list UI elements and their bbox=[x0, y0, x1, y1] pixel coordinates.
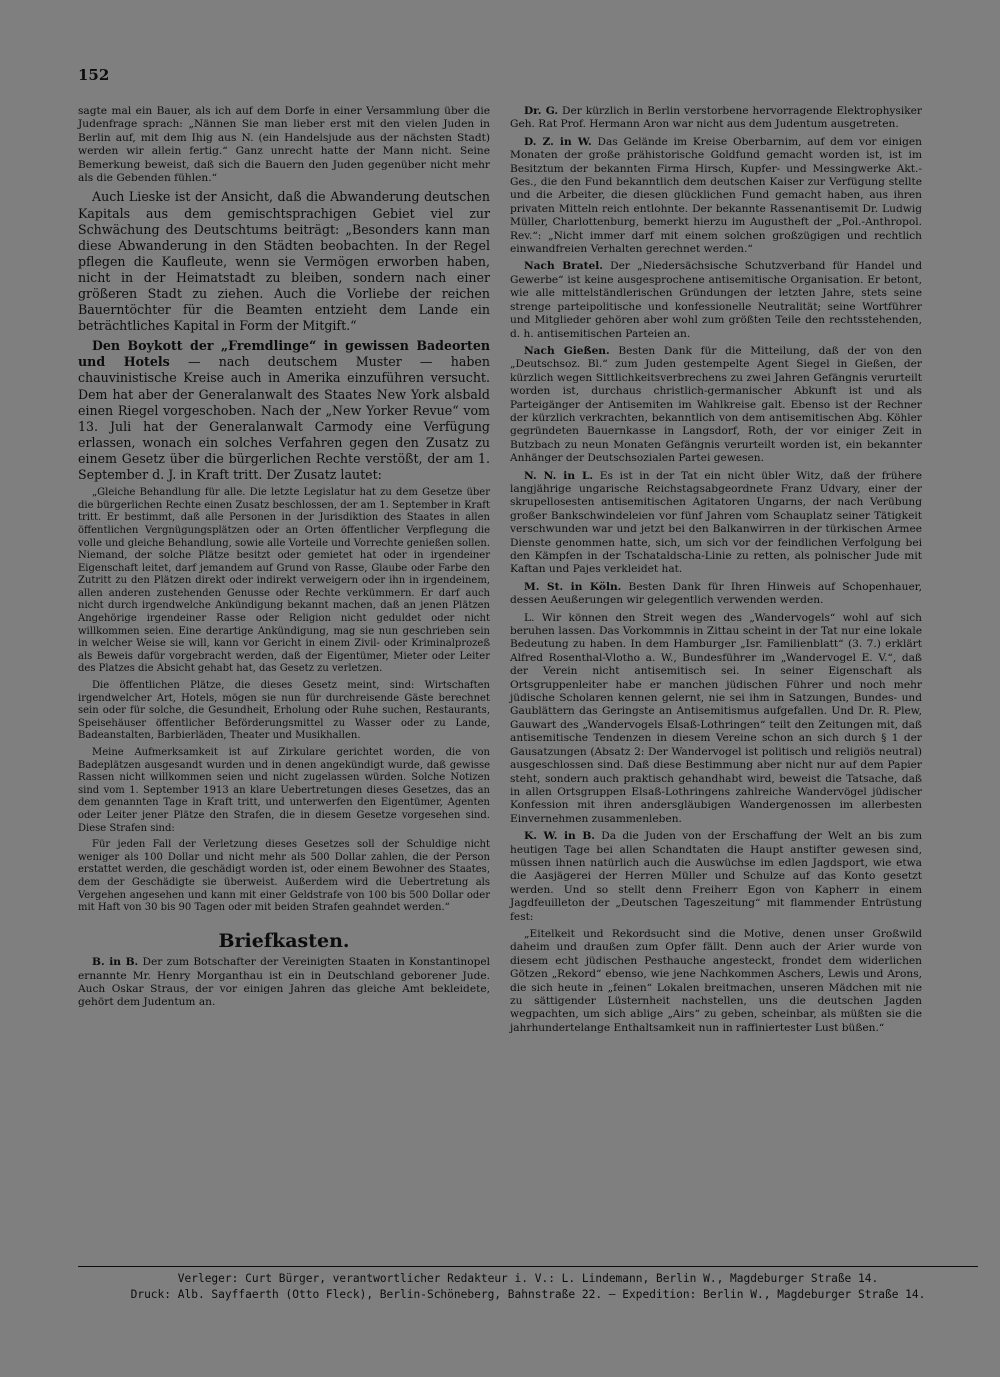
reply-addressee: D. Z. in W. bbox=[524, 135, 592, 148]
letter-reply bbox=[510, 105, 922, 132]
reply-text: Es ist in der Tat ein nicht übler Witz, daß der frühere langjährige ungarische Reichstagsabgeordnete Franz Udvary, einer der skrupellosesten antisemitischen Agitatoren Ungarns, der nach Verübung großer Bankschwindeleien vor fünf Jahren vom Schauplatz seiner Tätigkeit verschwunden war und jetzt bei den Balkanwirren in der türkischen Armee Dienste genommen hatte, sich, um sich vor der feindlichen Verfolgung bei den Kämpfen in der Tschataldscha-Linie zu retten, als polnischer Jude mit Kaftan und Pajes verkleidet hat. bbox=[510, 469, 922, 576]
article-paragraph bbox=[78, 338, 490, 483]
reply-addressee: Nach Gießen. bbox=[524, 344, 610, 357]
right-column bbox=[510, 105, 922, 1039]
letter-reply: L. Wir können den Streit wegen des „Wandervogels“ wohl auf sich beruhen lassen. Das Vorkommnis in Zittau scheint in der Tat nur eine lokale Bedeutung zu haben. In dem Hamburger „Isr. Familienblatt“ (3. 7.) erklärt Alfred Rosenthal-Vlotho a. W., Bundesführer im „Wandervogel E. V.“, daß der Verein nicht antisemitisch sei. In seiner Eigenschaft als Ortsgruppenleiter habe er manchen jüdischen Führer und noch mehr jüdische Scholaren kennen gelernt, nie sei ihm in Satzungen, Bundes- und Gaublättern das Geringste an Antisemitismus aufgefallen. Und Dr. R. Plew, Gauwart des „Wandervogels Elsaß-Lothringen“ teilt den Zeitungen mit, daß antisemitische Tendenzen in diesem Vereine schon an sich durch § 1 der Gausatzungen (Absatz 2: Der Wandervogel ist politisch und religiös neutral) ausgeschlossen sind. Daß diese Bestimmung aber nicht nur auf dem Papier steht, sondern auch praktisch gehandhabt wird, beweist die Tatsache, daß in allen Ortsgruppen Elsaß-Lothringens zahlreiche Wandervögel jüdischer Konfession mit ihren andersgläubigen Wandergenossen im allerbesten Einvernehmen zusammenleben. bbox=[510, 611, 922, 825]
quote-paragraph: Die öffentlichen Plätze, die dieses Gesetz meint, sind: Wirtschaften irgendwelcher Art, Hotels, mögen sie nun für durchreisende Gäste berechnet sein oder für solche, die Gesundheit, Erholung oder Ruhe suchen, Restaurants, Speisehäuser öffentlicher Beförderungsmittel zu Wasser oder zu Lande, Badeanstalten, Barbierläden, Theater und Musikhallen. bbox=[78, 680, 490, 742]
reply-text: Der zum Botschafter der Vereinigten Staaten in Konstantinopel ernannte Mr. Henry Morganthau ist ein in Deutschland geborener Jude. Auch Oskar Straus, der vor einigen Jahren das gleiche Amt bekleidete, gehört dem Judentum an. bbox=[78, 956, 491, 1009]
page-number: 152 bbox=[78, 66, 110, 84]
article-paragraph: sagte mal ein Bauer, als ich auf dem Dorfe in einer Versammlung über die Judenfrage sprach: „Nännen Sie man lieber erst mit den vielen Juden in Berlin auf, mit dem Ihig aus N. (ein Handelsjude aus der nächsten Stadt) werden wir allein fertig.“ Ganz unrecht hatte der Mann nicht. Seine Bemerkung beweist, daß sich die Bauern den Juden gegenüber nicht mehr als die Gebenden fühlen.“ bbox=[78, 105, 490, 185]
reply-addressee: M. St. in Köln. bbox=[524, 580, 622, 593]
quote-paragraph: Meine Aufmerksamkeit ist auf Zirkulare gerichtet worden, die von Badeplätzen ausgesandt wurden und in denen angekündigt wurde, daß gewisse Rassen nicht willkommen seien und nicht zugelassen würden. Solche Notizen sind vom 1. September 1913 an klare Uebertretungen dieses Gesetzes, das an dem genannten Tage in Kraft tritt, und unterwerfen den Eigentümer, Agenten oder Leiter jener Plätze den Strafen, die in diesem Gesetze vorgesehen sind. Diese Strafen sind: bbox=[78, 747, 490, 834]
printer-line: Druck: Alb. Sayffaerth (Otto Fleck), Berlin-Schöneberg, Bahnstraße 22. — Expedition: Berlin W., Magdeburger Straße 14. bbox=[130, 1288, 926, 1301]
letter-reply bbox=[78, 956, 490, 1010]
letter-reply bbox=[510, 345, 922, 466]
letter-reply bbox=[510, 136, 922, 257]
imprint-footer bbox=[78, 1266, 978, 1303]
reply-text: Besten Dank für die Mitteilung, daß der von den „Deutschsoz. Bl.“ zum Juden gestempelte Agent Siegel in Gießen, der kürzlich wegen Sittlichkeitsverbrechens zu zwei Jahren Gefängnis verurteilt worden ist, durchaus christlich-germanischer Abkunft ist und als Parteigänger der Antisemiten im Wahlkreise galt. Ebenso ist der Rechner der kürzlich verkrachten, bekanntlich von dem antisemitischen Abg. Köhler gegründeten Bauernkasse in Langsdorf, Roth, der vor einiger Zeit in Butzbach zu neun Monaten Gefängnis verurteilt worden ist, ein bekannter Anhänger der Deutschsozialen Partei gewesen. bbox=[510, 344, 922, 465]
letter-reply bbox=[510, 830, 922, 924]
letter-reply bbox=[510, 260, 922, 340]
reply-text: Der kürzlich in Berlin verstorbene hervorragende Elektrophysiker Geh. Rat Prof. Hermann Aron war nicht aus dem Judentum ausgetreten. bbox=[510, 105, 922, 131]
reply-text: Das Gelände im Kreise Oberbarnim, auf dem vor einigen Monaten der große prähistorische Goldfund gemacht worden ist, ist im Besitztum der bekannten Firma Hirsch, Kupfer- und Messingwerke Akt.-Ges., die den Fund bekanntlich dem deutschen Kaiser zur Verfügung stellte und die Arbeiter, die diesen glücklichen Fund gemacht haben, aus ihren privaten Mitteln reich entlohnte. Der bekannte Rassenantisemit Dr. Ludwig Müller, Charlottenburg, bemerkt hierzu im Augustheft der „Pol.-Anthropol. Rev.“: „Nicht immer darf mit einem solchen großzügigen und rechtlich einwandfreien Verhalten gerechnet werden.“ bbox=[510, 135, 922, 256]
reply-addressee: K. W. in B. bbox=[524, 830, 595, 843]
reply-addressee: Nach Bratel. bbox=[524, 260, 603, 273]
quote-paragraph: Für jeden Fall der Verletzung dieses Gesetzes soll der Schuldige nicht weniger als 100 Dollar und nicht mehr als 500 Dollar zahlen, die der Person erstattet werden, die geschädigt worden ist, oder einem Bewohner des Staates, dem der Geschädigte sie überweist. Außerdem wird die Uebertretung als Vergehen angesehen und kann mit einer Geldstrafe von 100 bis 500 Dollar oder mit Haft von 30 bis 90 Tagen oder mit beiden Strafen geahndet werden.“ bbox=[78, 839, 490, 914]
letter-reply bbox=[510, 470, 922, 577]
reply-text: Da die Juden von der Erschaffung der Welt an bis zum heutigen Tage bei allen Schandtaten die Haupt anstifter gewesen sind, müssen ihnen natürlich auch die Auswüchse im edlen Jagdsport, wie etwa die Aasjägerei der Herren Müller und Schulze auf das Konto gesetzt werden. Und so stellt denn Freiherr Egon von Kapherr in einem Jagdfeuilleton der „Deutschen Tageszeitung“ mit flammender Entrüstung fest: bbox=[510, 830, 922, 923]
reply-addressee: N. N. in L. bbox=[524, 469, 594, 482]
reply-addressee: Dr. G. bbox=[524, 105, 559, 117]
article-lead-bold: Den Boykott der „Fremdlinge“ in gewissen Badeorten und Hotels bbox=[78, 338, 490, 370]
reply-text: Der „Niedersächsische Schutzverband für Handel und Gewerbe“ ist keine ausgesprochene antisemitische Organisation. Er betont, wie alle mittelständlerischen Gründungen der letzten Jahre, stets seine strenge parteipolitische und konfessionelle Neutralität; seine Wortführer und Mitglieder gehören aber wohl zum größten Teile den rechtsstehenden, d. h. antisemitischen Parteien an. bbox=[510, 260, 922, 340]
publisher-line: Verleger: Curt Bürger, verantwortlicher Redakteur i. V.: L. Lindemann, Berlin W., Magdeburger Straße 14. bbox=[177, 1272, 879, 1285]
article-paragraph: Auch Lieske ist der Ansicht, daß die Abwanderung deutschen Kapitals aus dem gemischtsprachigen Gebiet viel zur Schwächung des Deutschtums beiträgt: „Besonders kann man diese Abwanderung in den Städten beobachten. In der Regel pflegen die Kaufleute, wenn sie Vermögen erworben haben, nicht in der Heimatstadt zu bleiben, sondern nach einer größeren Stadt zu ziehen. Auch die Vorliebe der reichen Bauerntöchter für die Beamten entzieht dem Lande ein beträchtliches Kapital in Form der Mitgift.“ bbox=[78, 189, 490, 334]
letter-reply bbox=[510, 581, 922, 608]
quote-paragraph: „Gleiche Behandlung für alle. Die letzte Legislatur hat zu dem Gesetze über die bürgerlichen Rechte einen Zusatz beschlossen, der am 1. September in Kraft tritt. Er bestimmt, daß alle Personen in der Jurisdiktion des Staates in allen öffentlichen Vergnügungsplätzen oder an Orten öffentlicher Verpflegung die volle und gleiche Behandlung, sowie alle Vorteile und Vorrechte genießen sollen. Niemand, der solche Plätze besitzt oder gemietet hat oder in irgendeiner Eigenschaft leitet, darf jemandem auf Grund von Rasse, Glaube oder Farbe den Zutritt zu den Plätzen direkt oder indirekt verweigern oder ihn in irgendeinem, allen anderen zustehenden Genusse oder Rechte verkümmern. Er darf auch nicht durch irgendwelche Ankündigung bekannt machen, daß an jenen Plätzen Angehörige irgendeiner Rasse oder Religion nicht geduldet oder nicht willkommen seien. Eine derartige Ankündigung, mag sie nun geschrieben sein in welcher Weise sie will, kann vor Gericht in einem Zivil- oder Kriminalprozeß als Beweis dafür vorgebracht werden, daß der Eigentümer, Mieter oder Leiter des Platzes die Absicht gehabt hat, das Gesetz zu verletzen. bbox=[78, 487, 490, 675]
section-heading: Briefkasten. bbox=[218, 929, 350, 952]
quote-paragraph: „Eitelkeit und Rekordsucht sind die Motive, denen unser Großwild daheim und draußen zum Opfer fällt. Denn auch der Arier wurde von diesem echt jüdischen Pesthauche angesteckt, frondet dem widerlichen Götzen „Rekord“ ebenso, wie jene Nachkommen Aschers, Lewis und Arons, die sich heute in „feinen“ Lokalen breitmachen, unseren Mädchen mit nie zu sättigender Lüsternheit nachstellen, uns die deutschen Jagden wegpachten, um sich ablige „Airs“ zu geben, scheinbar, als müßten sie die jahrhundertelange Enthaltsamkeit nun in raffiniertester Lust büßen.“ bbox=[510, 927, 922, 1034]
article-text: — nach deutschem Muster — haben chauvinistische Kreise auch in Amerika einzuführen versucht. Dem hat aber der Generalanwalt des Staates New York alsbald einen Riegel vorgeschoben. Nach der „New Yorker Revue“ vom 13. Juli hat der Generalanwalt Carmody eine Verfügung erlassen, wonach ein solches Verfahren gegen den Zusatz zu einem Gesetz über die bürgerlichen Rechte verstößt, der am 1. September d. J. in Kraft tritt. Der Zusatz lautet: bbox=[78, 354, 490, 483]
left-column bbox=[78, 105, 490, 1014]
reply-text: Besten Dank für Ihren Hinweis auf Schopenhauer, dessen Aeußerungen wir gelegentlich verwenden werden. bbox=[510, 580, 922, 607]
reply-addressee: B. in B. bbox=[92, 956, 139, 969]
